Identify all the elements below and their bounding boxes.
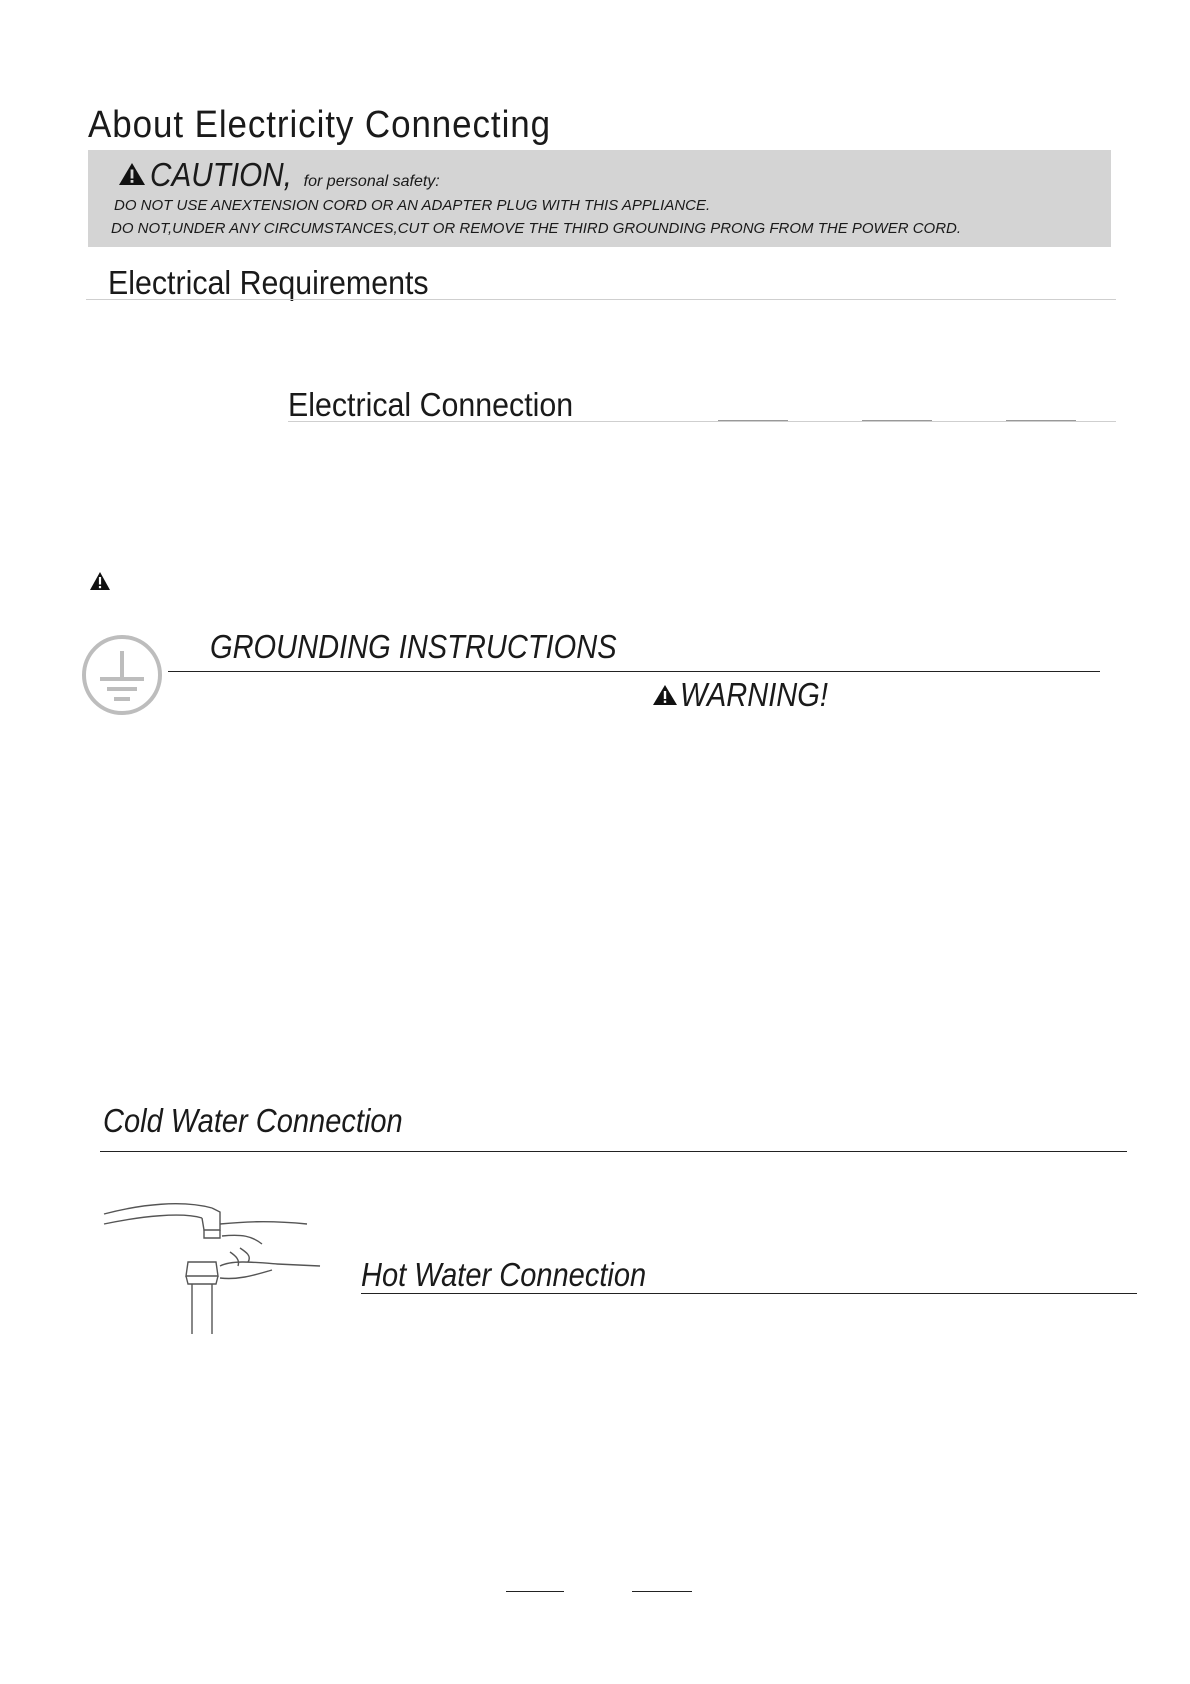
warning-label: WARNING! bbox=[680, 676, 828, 713]
divider bbox=[361, 1293, 1137, 1294]
caution-subtitle: for personal safety: bbox=[303, 173, 440, 190]
warning-triangle-icon bbox=[652, 684, 678, 706]
divider bbox=[288, 421, 1116, 422]
divider bbox=[168, 671, 1100, 672]
divider bbox=[86, 299, 1116, 300]
warning-triangle-icon bbox=[118, 162, 146, 186]
caution-line-1: DO NOT USE ANEXTENSION CORD OR AN ADAPTER PLUG WITH THIS APPLIANCE. bbox=[114, 197, 711, 214]
heading-cold-water-connection: Cold Water Connection bbox=[103, 1102, 403, 1139]
heading-electrical-requirements: Electrical Requirements bbox=[108, 264, 429, 301]
underline-mark bbox=[632, 1591, 692, 1592]
heading-hot-water-connection: Hot Water Connection bbox=[361, 1256, 647, 1293]
warning-triangle-icon bbox=[89, 571, 111, 591]
underline-mark bbox=[506, 1591, 564, 1592]
underline-mark bbox=[1006, 420, 1076, 421]
divider bbox=[100, 1151, 1127, 1152]
caution-label: CAUTION, bbox=[150, 156, 292, 193]
caution-heading bbox=[118, 156, 440, 194]
caution-line-2: DO NOT,UNDER ANY CIRCUMSTANCES,CUT OR REMOVE THE THIRD GROUNDING PRONG FROM THE POWER CORD. bbox=[111, 220, 962, 237]
faucet-hose-illustration bbox=[102, 1196, 324, 1336]
underline-mark bbox=[718, 420, 788, 421]
underline-mark bbox=[862, 420, 932, 421]
heading-grounding-instructions: GROUNDING INSTRUCTIONS bbox=[210, 628, 617, 665]
heading-electrical-connection: Electrical Connection bbox=[288, 386, 574, 423]
warning-heading bbox=[652, 676, 848, 714]
page-title: About Electricity Connecting bbox=[88, 104, 551, 146]
ground-symbol-icon bbox=[80, 633, 164, 717]
